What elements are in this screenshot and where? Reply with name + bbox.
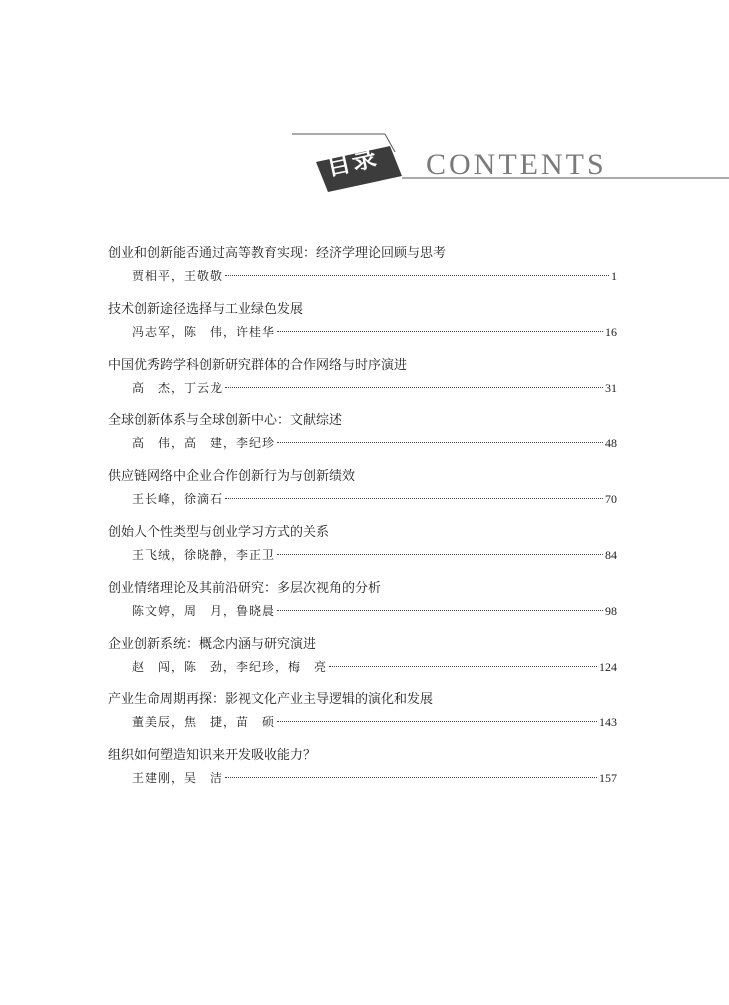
toc-entry-page: 98 [605, 603, 617, 618]
toc-entry-authors: 陈文婷，周 月，鲁晓晨 [132, 603, 276, 618]
toc-entry-authors: 董美辰，焦 捷，苗 硕 [132, 715, 276, 730]
dot-leader [277, 721, 597, 722]
toc-entry[interactable] [108, 466, 617, 522]
dot-leader [277, 554, 603, 555]
toc-entry[interactable] [108, 578, 617, 634]
toc-entry-authors: 高 杰，丁云龙 [132, 380, 224, 395]
table-of-contents [108, 243, 617, 801]
dot-leader [329, 666, 597, 667]
dot-leader [277, 331, 603, 332]
toc-entry-page: 31 [605, 380, 617, 395]
toc-entry-authors: 赵 闯，陈 劲，李纪珍，梅 亮 [132, 659, 328, 674]
toc-entry-page: 143 [599, 715, 617, 730]
toc-entry-page: 70 [605, 492, 617, 507]
toc-entry-title: 全球创新体系与全球创新中心：文献综述 [108, 413, 343, 429]
dot-leader [225, 387, 603, 388]
dot-leader [225, 275, 609, 276]
contents-label: 目录 [324, 143, 381, 182]
toc-entry[interactable] [108, 522, 617, 578]
toc-entry[interactable] [108, 299, 617, 355]
toc-entry-title: 创始人个性类型与创业学习方式的关系 [108, 524, 330, 540]
toc-entry-authors: 贾相平，王敬敬 [132, 269, 224, 283]
toc-entry-page: 16 [605, 324, 617, 339]
contents-heading: CONTENTS [426, 148, 607, 181]
toc-entry-title: 企业创新系统：概念内涵与研究演进 [108, 636, 317, 652]
toc-entry[interactable] [108, 243, 617, 299]
toc-entry-title: 中国优秀跨学科创新研究群体的合作网络与时序演进 [108, 357, 408, 373]
dot-leader [277, 610, 603, 611]
toc-entry-authors: 王建刚，吴 洁 [132, 771, 224, 786]
toc-entry-title: 供应链网络中企业合作创新行为与创新绩效 [108, 469, 356, 485]
toc-entry-title: 技术创新途径选择与工业绿色发展 [108, 301, 304, 317]
toc-entry[interactable] [108, 745, 617, 801]
toc-entry-title: 创业和创新能否通过高等教育实现：经济学理论回顾与思考 [108, 246, 447, 261]
dot-leader [225, 498, 603, 499]
toc-entry-page: 124 [599, 659, 617, 674]
dot-leader [225, 777, 597, 778]
toc-entry[interactable] [108, 634, 617, 690]
dot-leader [277, 442, 603, 443]
toc-entry-authors: 王飞绒，徐晓静，李正卫 [132, 547, 276, 562]
toc-entry-title: 创业情绪理论及其前沿研究：多层次视角的分析 [108, 580, 382, 596]
toc-entry[interactable] [108, 689, 617, 745]
toc-entry-title: 组织如何塑造知识来开发吸收能力？ [108, 748, 317, 764]
toc-entry[interactable] [108, 410, 617, 466]
toc-entry-page: 48 [605, 436, 617, 451]
toc-entry-page: 84 [605, 547, 617, 562]
toc-entry-page: 157 [599, 771, 617, 786]
toc-entry-title: 产业生命周期再探：影视文化产业主导逻辑的演化和发展 [108, 692, 434, 708]
toc-entry[interactable] [108, 355, 617, 411]
toc-entry-authors: 冯志军，陈 伟，许桂华 [132, 324, 276, 339]
contents-header [290, 128, 729, 198]
toc-entry-page: 1 [611, 269, 617, 283]
toc-entry-authors: 高 伟，高 建，李纪珍 [132, 436, 276, 451]
toc-entry-authors: 王长峰，徐滴石 [132, 492, 224, 507]
